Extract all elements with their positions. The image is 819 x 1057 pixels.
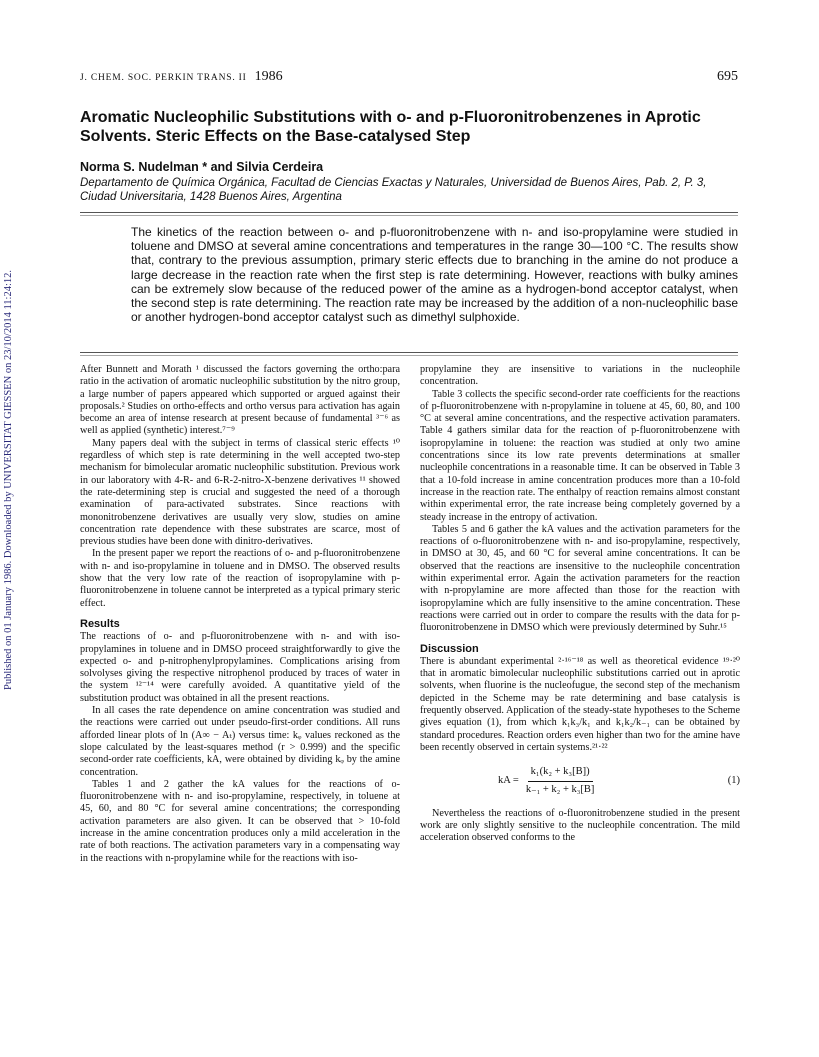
right-column [420, 364, 740, 845]
journal-name: J. CHEM. SOC. PERKIN TRANS. II [80, 73, 247, 83]
intro-paragraph-3: In the present paper we report the reactions of o- and p-fluoronitrobenzene with n- and iso-propylamine in toluene and in DMSO. The observed results show that the very low rate of the reaction of isopropylamine with p-fluoronitrobenzene in toluene cannot be interpreted as a typical primary steric effect. [80, 548, 400, 609]
journal-header [80, 67, 283, 85]
results-paragraph-3: Tables 1 and 2 gather the kA values for the reactions of o-fluoronitrobenzene with n- and iso-propylamine, respectively, in toluene at 45, 60, and 80 °C for several amine concentrations; the corresponding activation parameters are also given. It can be observed that > 10-fold increase in the amine concentration produces only a mild acceleration in the rate of both reactions. The activation parameters vary in a compensating way in the reactions with n-propylamine while for the reactions with iso- [80, 778, 400, 864]
abstract-top-rule-inner [80, 215, 738, 216]
intro-paragraph-1: After Bunnett and Morath ¹ discussed the factors governing the ortho:para ratio in the activation of aromatic nucleophilic substitution by the nitro group, a large number of papers appeared which supported or argued against their proposals.² Studies on ortho-effects and ortho versus para activation has again become an area of intense research at present because of fundamental ³⁻⁶ as well as applied (synthetic) interest.⁷⁻⁹ [80, 364, 400, 437]
results-paragraph-5: Table 3 collects the specific second-order rate coefficients for the reactions of p-fluoronitrobenzene with n-propylamine in toluene at 45, 60, 80, and 100 °C at several amine concentrations, and the respective activation paramaters. Table 4 gathers similar data for the reaction of p-fluoronitrobenzene with isopropylamine in toluene: the reaction was studied at only two amine concentrations since its low rate prevents determinations at smaller nucleophile concentrations in a reasonable time. It can be observed in Table 3 that a 10-fold increase in amine concentration produces more than a 10-fold increase in the reaction rate. The enthalpy of reaction remains almost constant within experimental error, the rate increase being completely governed by a steady increase in the entropy of activation. [420, 388, 740, 523]
intro-paragraph-2: Many papers deal with the subject in terms of classical steric effects ¹⁰ regardless of which step is rate determining in the well accepted two-step mechanism for bimolecular aromatic nucleophilic substitution. Previous work in our laboratory with 4-R- and 6-R-2-nitro-X-benzene derivatives ¹¹ showed the rate-determining step is crucial and suggested the need of a thorough examination of para-activated substrates. Since reactions with mononitrobenzene derivatives are usually very slow, studies on amine concentration rate dependence with these substrates are scarce, most of previous studies have been done with dinitro-derivatives. [80, 437, 400, 548]
abstract: The kinetics of the reaction between o- and p-fluoronitrobenzene with n- and iso-propylamine were studied in toluene and DMSO at several amine concentrations and temperatures in the range 30—100 °C. The results show that, contrary to the previous assumption, primary steric effects due to branching in the amine do not produce a large decrease in the reaction rate when the first step is rate determining. However, reactions with bulky amines can be extremely slow because of the reduced power of the amine as a hydrogen-bond acceptor catalyst, when the second step is rate determining. The reaction rate may be increased by the addition of a non-nucleophilic base or another hydrogen-bond acceptor catalyst such as dimethyl sulphoxide. [131, 225, 738, 325]
equation-number: (1) [727, 774, 740, 786]
page-number: 695 [717, 69, 738, 84]
article-title: Aromatic Nucleophilic Substitutions with o- and p-Fluoronitrobenzenes in Aprotic Solvents. Steric Effects on the Base-catalysed Step [80, 109, 701, 145]
results-heading: Results [80, 617, 120, 630]
results-paragraph-6: Tables 5 and 6 gather the kA values and the activation parameters for the reactions of o-fluoronitrobenzene with n- and iso-propylamine, respectively, in DMSO at 30, 45, and 60 °C for several amine concentrations. It can be observed that the reactions are insensitive to the nucleophile concentration within experimental error. Again the activation parameters for the reaction with n-propylamine are more affected than those for the reaction with isopropylamine which are fully insensitive to the amine concentration. These reactions were carried out in order to compare the results with the data for p-fluoronitrobenzene in DMSO which were previously determined by Suhr.¹⁵ [420, 523, 740, 634]
article-affiliation: Departamento de Química Orgánica, Facultad de Ciencias Exactas y Naturales, Universidad de Buenos Aires, Pab. 2, P. 3, Ciudad Universitaria, 1428 Buenos Aires, Argentina [80, 177, 707, 203]
abstract-bottom-rule [80, 352, 738, 353]
equation-numerator: k₁(k₂ + k₃[B]) [528, 766, 593, 781]
discussion-paragraph-2: Nevertheless the reactions of o-fluoronitrobenzene studied in the present work are only slightly sensitive to the nucleophile concentration. The mild acceleration observed conforms to the [420, 807, 740, 844]
equation-body [498, 766, 597, 796]
discussion-paragraph-1: There is abundant experimental ²·¹⁶⁻¹⁸ as well as theoretical evidence ¹⁹·²⁰ that in aromatic bimolecular nucleophilic substitutions carried out in aprotic solvents, when fluorine is the nucleofugue, the second step of the mechanism depicted in the Scheme may be rate determining and base catalysis is frequently observed. Application of the steady-state hypotheses to the Scheme gives equation (1), from which k₁k₃/k₁ and k₁k₂/k₋₁ can be obtained by standard procedures. Reaction orders even higher than two for the amine have been recently observed in certain systems.²¹·²² [420, 655, 740, 753]
left-column [80, 364, 400, 865]
results-paragraph-1: The reactions of o- and p-fluoronitrobenzene with n- and with iso-propylamines in toluene and in DMSO proceed straightforwardly to give the expected o- and p-nitrophenylpropylamines. Complications arising from solvolyses giving the respective nitrophenol produced by traces of water in the system ¹²⁻¹⁴ were carefully avoided. A quantitative yield of the substitution product was obtained in all the present reactions. [80, 631, 400, 704]
abstract-bottom-rule-inner [80, 355, 738, 356]
download-stamp: Published on 01 January 1986. Downloaded by UNIVERSITAT GIESSEN on 23/10/2014 11:24:12. [3, 270, 14, 691]
equation-denominator: k₋₁ + k₂ + k₃[B] [525, 783, 595, 795]
results-paragraph-4: propylamine they are insensitive to variations in the nucleophile concentration. [420, 364, 740, 388]
equation-fraction [523, 766, 598, 796]
equation-lhs: kA = [498, 774, 519, 786]
results-paragraph-2: In all cases the rate dependence on amine concentration was studied and the reactions were carried out under pseudo-first-order conditions. All runs afforded linear plots of ln (A∞ − Aₜ) versus time: kᵩ values reckoned as the slope calculated by the least-squares method (r > 0.999) and the specific second-order rate coefficients, kA, were obtained by dividing kᵩ by the amine concentration. [80, 705, 400, 778]
running-header [80, 67, 738, 85]
article-authors: Norma S. Nudelman * and Silvia Cerdeira [80, 160, 324, 174]
discussion-heading: Discussion [420, 642, 479, 655]
abstract-top-rule [80, 212, 738, 213]
equation-1 [420, 766, 740, 796]
journal-year: 1986 [254, 69, 283, 84]
